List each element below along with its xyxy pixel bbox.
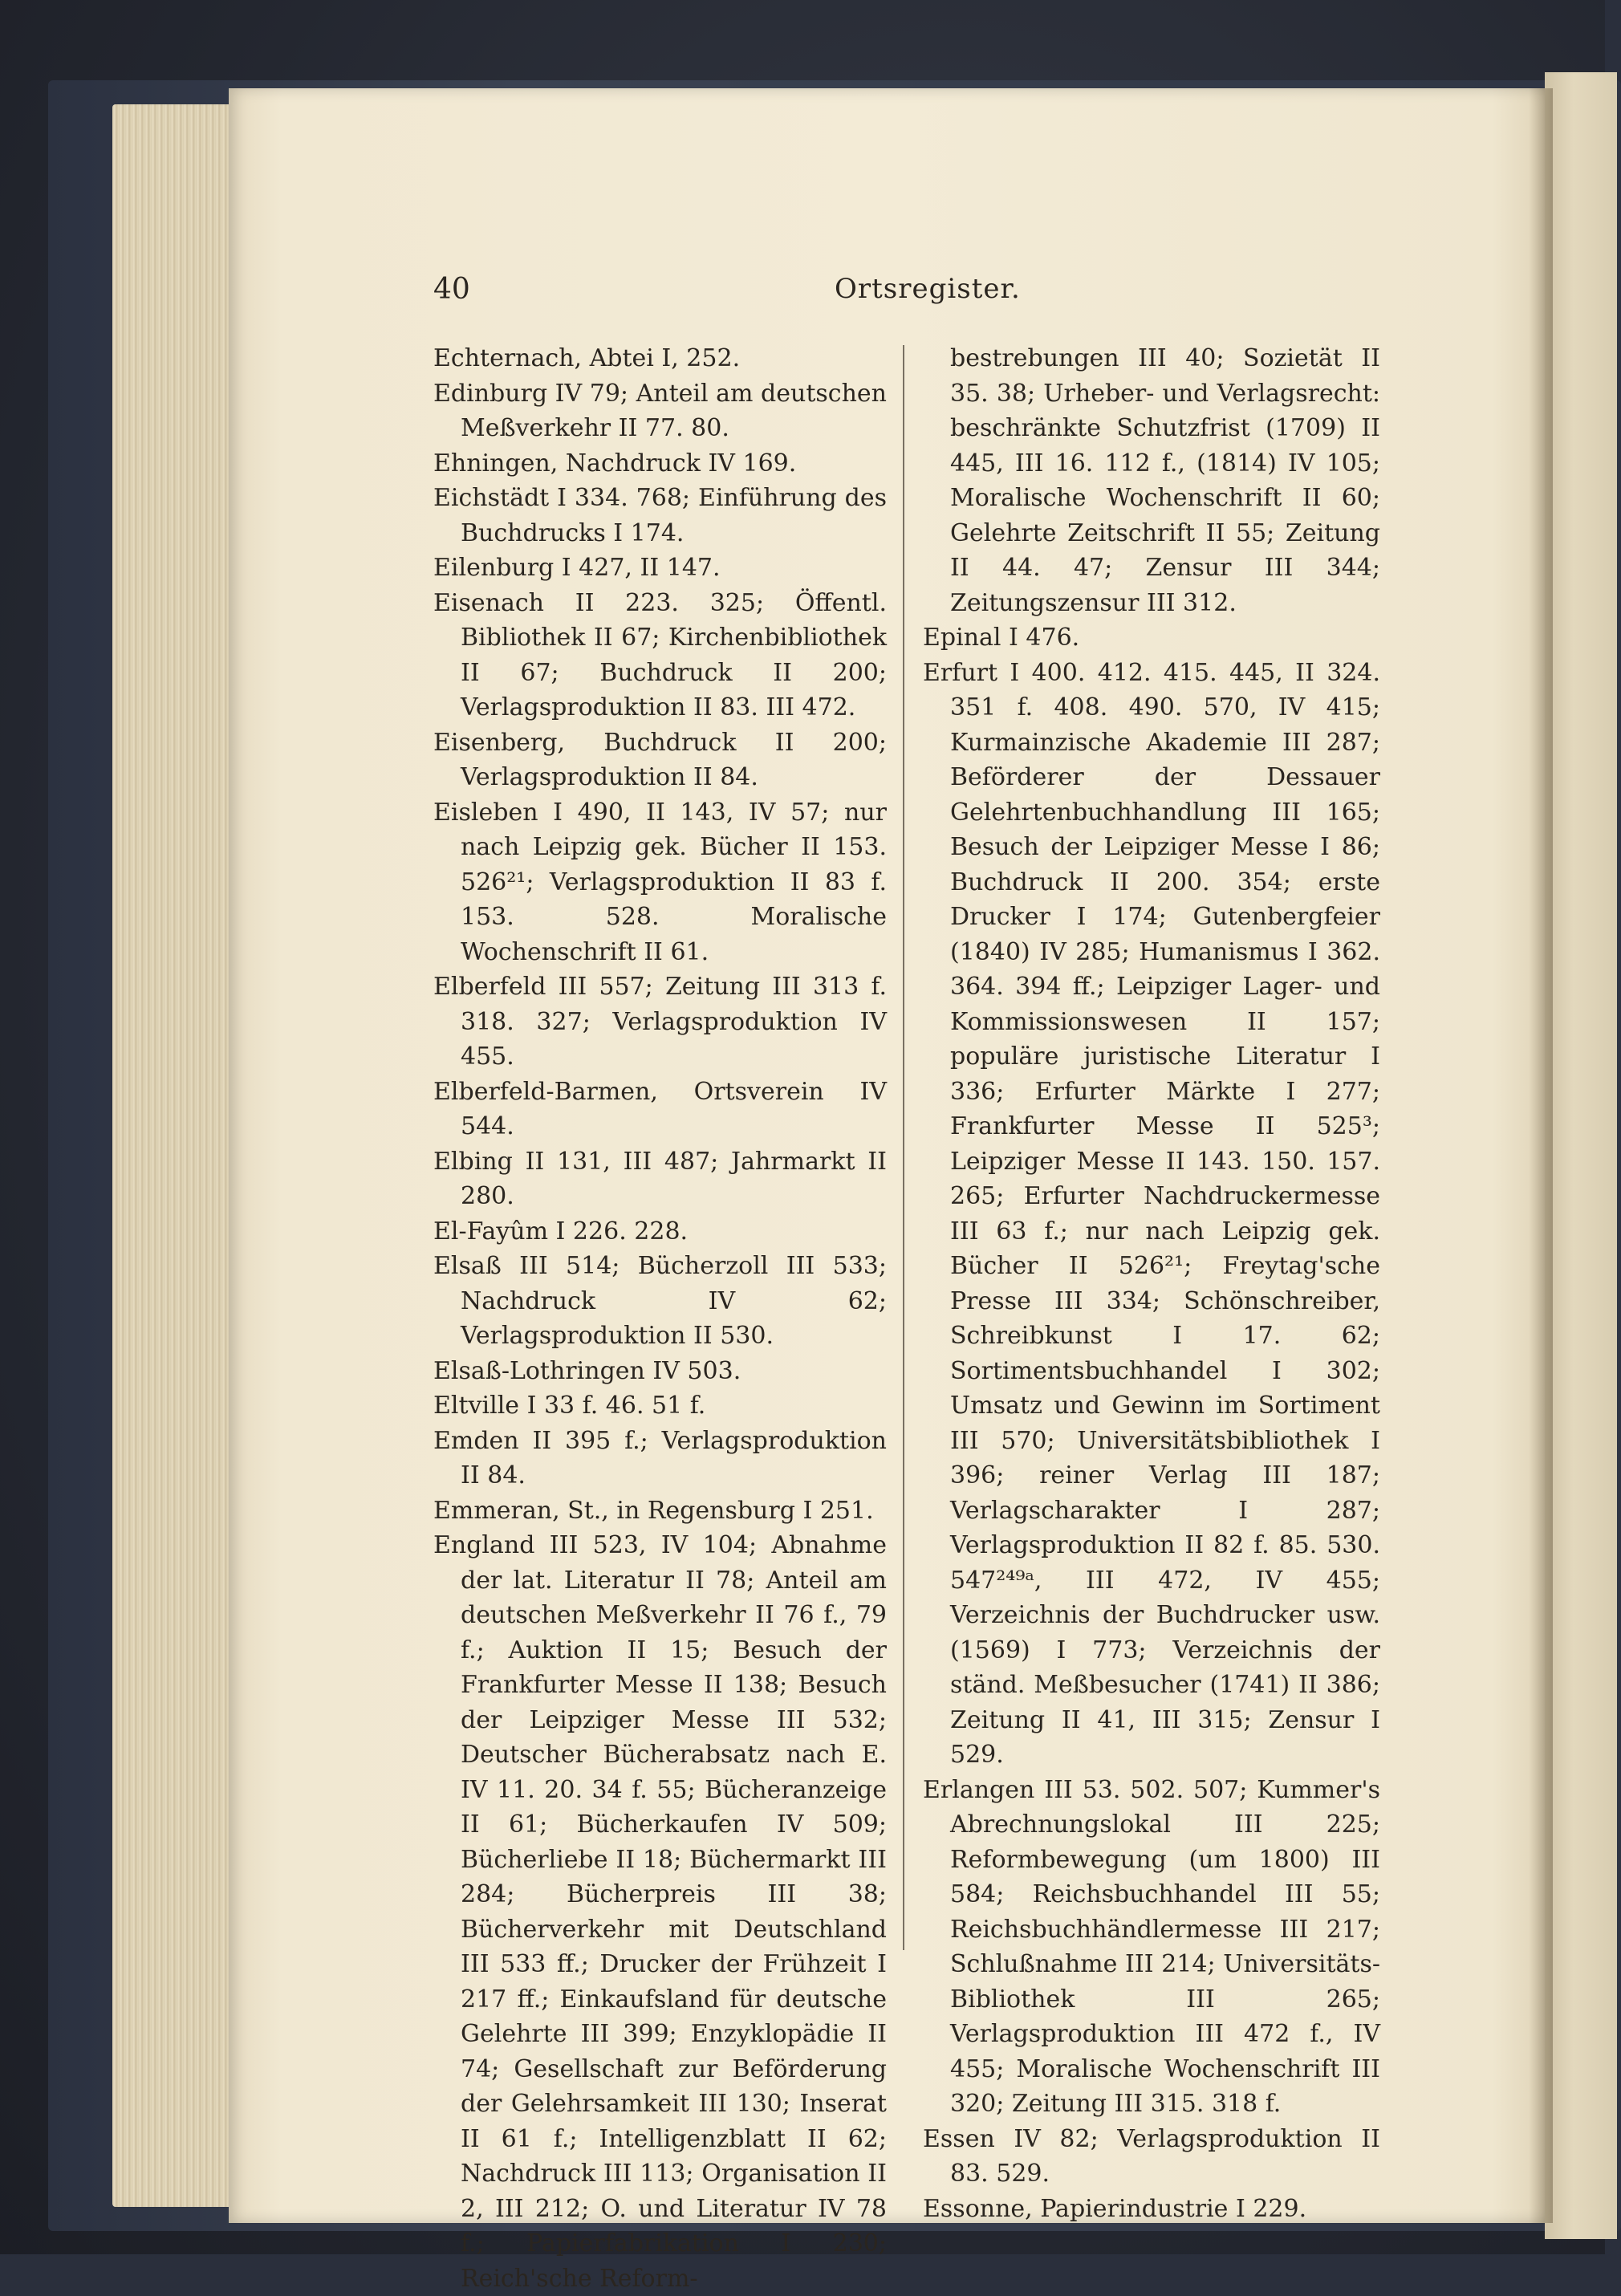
index-entry: Echternach, Abtei I, 252. xyxy=(433,344,741,372)
index-entry: Elberfeld-Barmen, Ortsverein IV 544. xyxy=(433,1077,887,1140)
index-entry: England III 523, IV 104; Abnahme der lat. Literatur II 78; Anteil am deutschen Meßverkehr II 76 f., 79 f.; Auktion II 15; Besuch der Frankfurter Messe II 138; Besuch der Leipziger Messe III 532; Deutscher Bücherabsatz nach E. IV 11. 20. 34 f. 55; Bücheranzeige II 61; Bücherkaufen IV 509; Bücherliebe II 18; Büchermarkt III 284; Bücherpreis III 38; Bücherverkehr mit Deutschland III 533 ff.; Drucker der Frühzeit I 217 ff.; Einkaufsland für deutsche Gelehrte III 399; Enzyklopädie II 74; Gesellschaft zur Beförderung der Gelehrsamkeit III 130; Inserat II 61 f.; Intelligenzblatt II 62; Nachdruck III 113; Organisation II 2, III 212; O. und Literatur IV 78 f.; Papierfabrikation I 230; Reich'sche Reform- xyxy=(433,1531,887,2293)
index-entry: Erfurt I 400. 412. 415. 445, II 324. 351 f. 408. 490. 570, IV 415; Kurmainzische Akademie III 287; Beförderer der Dessauer Gelehrtenbuchhandlung III 165; Besuch der Leipziger Messe I 86; Buchdruck II 200. 354; erste Drucker I 174; Gutenbergfeier (1840) IV 285; Humanismus I 362. 364. 394 ff.; Leipziger Lager- und Kommissionswesen II 157; populäre juristische Literatur I 336; Erfurter Märkte I 277; Frankfurter Messe II 525³; Leipziger Messe II 143. 150. 157. 265; Erfurter Nachdruckermesse III 63 f.; nur nach Leipzig gek. Bücher II 526²¹; Freytag'sche Presse III 334; Schönschreiber, Schreibkunst I 17. 62; Sortimentsbuchhandel I 302; Umsatz und Gewinn im Sortiment III 570; Universitätsbibliothek I 396; reiner Verlag III 187; Verlagscharakter I 287; Verlagsproduktion II 82 f. 85. 530. 547²⁴⁹ᵃ, III 472, IV 455; Verzeichnis der Buchdrucker usw. (1569) I 773; Verzeichnis der ständ. Meßbesucher (1741) II 386; Zeitung II 41, III 315; Zensur I 529. xyxy=(923,658,1380,1769)
index-entry: Ehningen, Nachdruck IV 169. xyxy=(433,449,797,477)
index-entry: Erlangen III 53. 502. 507; Kummer's Abrechnungslokal III 225; Reformbewegung (um 1800) III 584; Reichsbuchhandel III 55; Reichsbuchhändlermesse III 217; Schlußnahme III 214; Universitäts-Bibliothek III 265; Verlagsproduktion III 472 f., IV 455; Moralische Wochenschrift III 320; Zeitung III 315. 318 f. xyxy=(923,1775,1380,2118)
page-header xyxy=(433,273,1021,313)
facing-page-edge xyxy=(1545,72,1617,2239)
index-entry: Elberfeld III 557; Zeitung III 313 f. 318. 327; Verlagsproduktion IV 455. xyxy=(433,973,887,1071)
index-entry: Emmeran, St., in Regensburg I 251. xyxy=(433,1496,874,1525)
index-entry: Edinburg IV 79; Anteil am deutschen Meßverkehr II 77. 80. xyxy=(433,379,887,442)
index-entry: Eisenberg, Buchdruck II 200; Verlagsproduktion II 84. xyxy=(433,728,887,791)
index-entry: Elsaß III 514; Bücherzoll III 533; Nachdruck IV 62; Verlagsproduktion II 530. xyxy=(433,1252,887,1350)
index-entry-continuation: bestrebungen III 40; Sozietät II 35. 38; Urheber- und Verlagsrecht: beschränkte Schutzfrist (1709) II 445, III 16. 112 f., (1814) IV 105; Moralische Wochenschrift II 60; Gelehrte Zeitschrift II 55; Zeitung II 44. 47; Zensur III 344; Zeitungszensur III 312. xyxy=(950,344,1380,617)
index-entry: Emden II 395 f.; Verlagsproduktion II 84. xyxy=(433,1426,887,1489)
index-entry: El-Fayûm I 226. 228. xyxy=(433,1217,689,1246)
index-entry: Eilenburg I 427, II 147. xyxy=(433,554,721,582)
index-column-left xyxy=(433,341,887,2296)
index-entry: Eichstädt I 334. 768; Einführung des Buchdrucks I 174. xyxy=(433,484,887,547)
index-entry: Eisleben I 490, II 143, IV 57; nur nach Leipzig gek. Bücher II 153. 526²¹; Verlagsproduktion II 83 f. 153. 528. Moralische Wochenschrift II 61. xyxy=(433,798,887,966)
index-entry: Eltville I 33 f. 46. 51 f. xyxy=(433,1392,706,1420)
index-entry: Eisenach II 223. 325; Öffentl. Bibliothek II 67; Kirchenbibliothek II 67; Buchdruck II 200; Verlagsproduktion II 83. III 472. xyxy=(433,588,887,721)
index-entry: Essen IV 82; Verlagsproduktion II 83. 529. xyxy=(923,2124,1380,2188)
binding-shadow xyxy=(1529,88,1553,2223)
index-entry: Epinal I 476. xyxy=(923,624,1080,652)
index-entry: Essonne, Papierindustrie I 229. xyxy=(923,2194,1307,2223)
column-divider xyxy=(903,345,904,1950)
page-number: 40 xyxy=(433,273,470,306)
index-entry: Elsaß-Lothringen IV 503. xyxy=(433,1356,741,1385)
running-title: Ortsregister. xyxy=(835,273,1021,305)
index-entry: Elbing II 131, III 487; Jahrmarkt II 280. xyxy=(433,1147,887,1210)
index-column-right xyxy=(923,341,1380,2226)
